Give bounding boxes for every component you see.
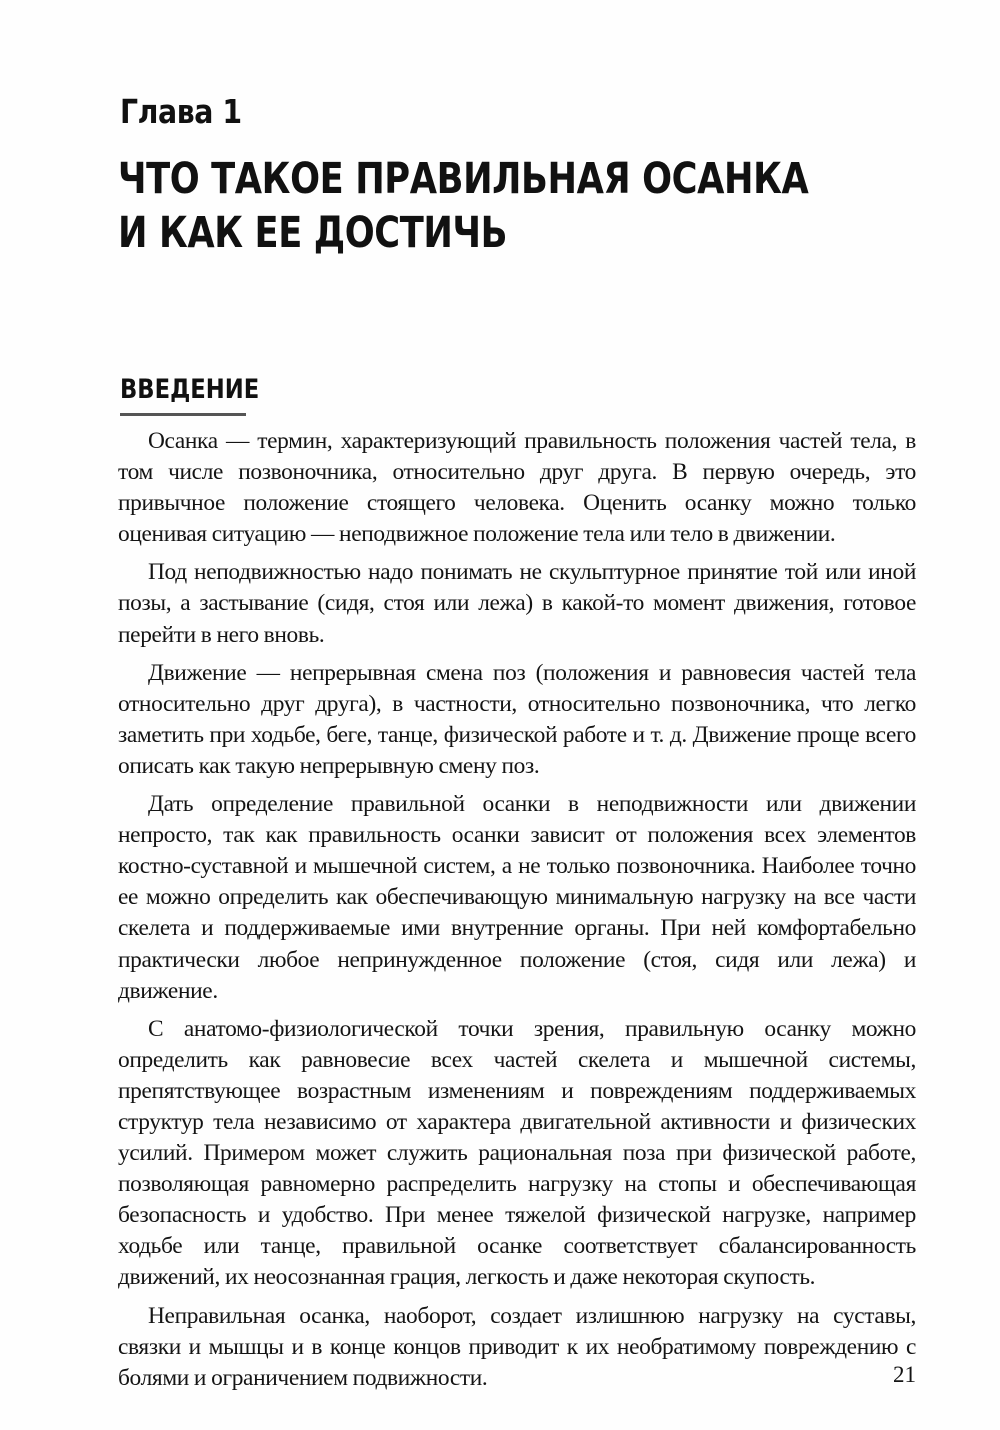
paragraph-5: С анатомо-физиологической точки зрения, правильную осанку можно определить как равновесие всех частей скелета и мышечной системы, препятствующее возрастным изменениям и повреждениям поддерживаемых структур тела независимо от характера двигательной активности и физических усилий. Примером может служить рациональная поза при физической работе, позволяющая равномерно распределить нагрузку на стопы и обеспечивающая безопасность и удобство. При менее тяжелой физической нагрузке, например ходьбе или танце, правильной осанке соответствует сбалансированность движений, их неосознанная грация, легкость и даже некоторая скупость. — [118, 1015, 916, 1291]
paragraph-3: Движение — непрерывная смена поз (положения и равновесия частей тела относительно друг друга), в частности, относительно позвоночника, что легко заметить при ходьбе, беге, танце, физической работе и т. д. Движение проще всего описать как такую непрерывную смену поз. — [118, 659, 916, 779]
section-heading: ВВЕДЕНИЕ — [120, 374, 260, 405]
chapter-label: Глава 1 — [120, 92, 242, 131]
body-text — [118, 426, 916, 1401]
section-underline — [120, 413, 246, 416]
chapter-title-line-2: И КАК ЕЕ ДОСТИЧЬ — [118, 208, 508, 258]
paragraph-1: Осанка — термин, характеризующий правильность положения частей тела, в том числе позвоночника, относительно друг друга. В первую очередь, это привычное положение стоящего человека. Оценить осанку можно только оценивая ситуацию — неподвижное положение тела или тело в движении. — [118, 428, 916, 548]
paragraph-4: Дать определение правильной осанки в неподвижности или движении непросто, так как правильность осанки зависит от положения всех элементов костно-суставной и мышечной систем, а не только позвоночника. Наиболее точно ее можно определить как обеспечивающую минимальную нагрузку на все части скелета и поддерживаемые ими внутренние органы. При ней комфортабельно практически любое непринужденное положение (стоя, сидя или лежа) и движение. — [118, 791, 916, 1004]
chapter-title — [118, 152, 808, 260]
chapter-title-line-1: ЧТО ТАКОЕ ПРАВИЛЬНАЯ ОСАНКА — [118, 154, 809, 204]
paragraph-6: Неправильная осанка, наоборот, создает излишнюю нагрузку на суставы, связки и мышцы и в конце концов приводит к их необратимому повреждению с болями и ограничением подвижности. — [118, 1302, 916, 1391]
paragraph-2: Под неподвижностью надо понимать не скульптурное принятие той или иной позы, а застывание (сидя, стоя или лежа) в какой-то момент движения, готовое перейти в него вновь. — [118, 559, 916, 648]
page-number: 21 — [893, 1362, 916, 1387]
